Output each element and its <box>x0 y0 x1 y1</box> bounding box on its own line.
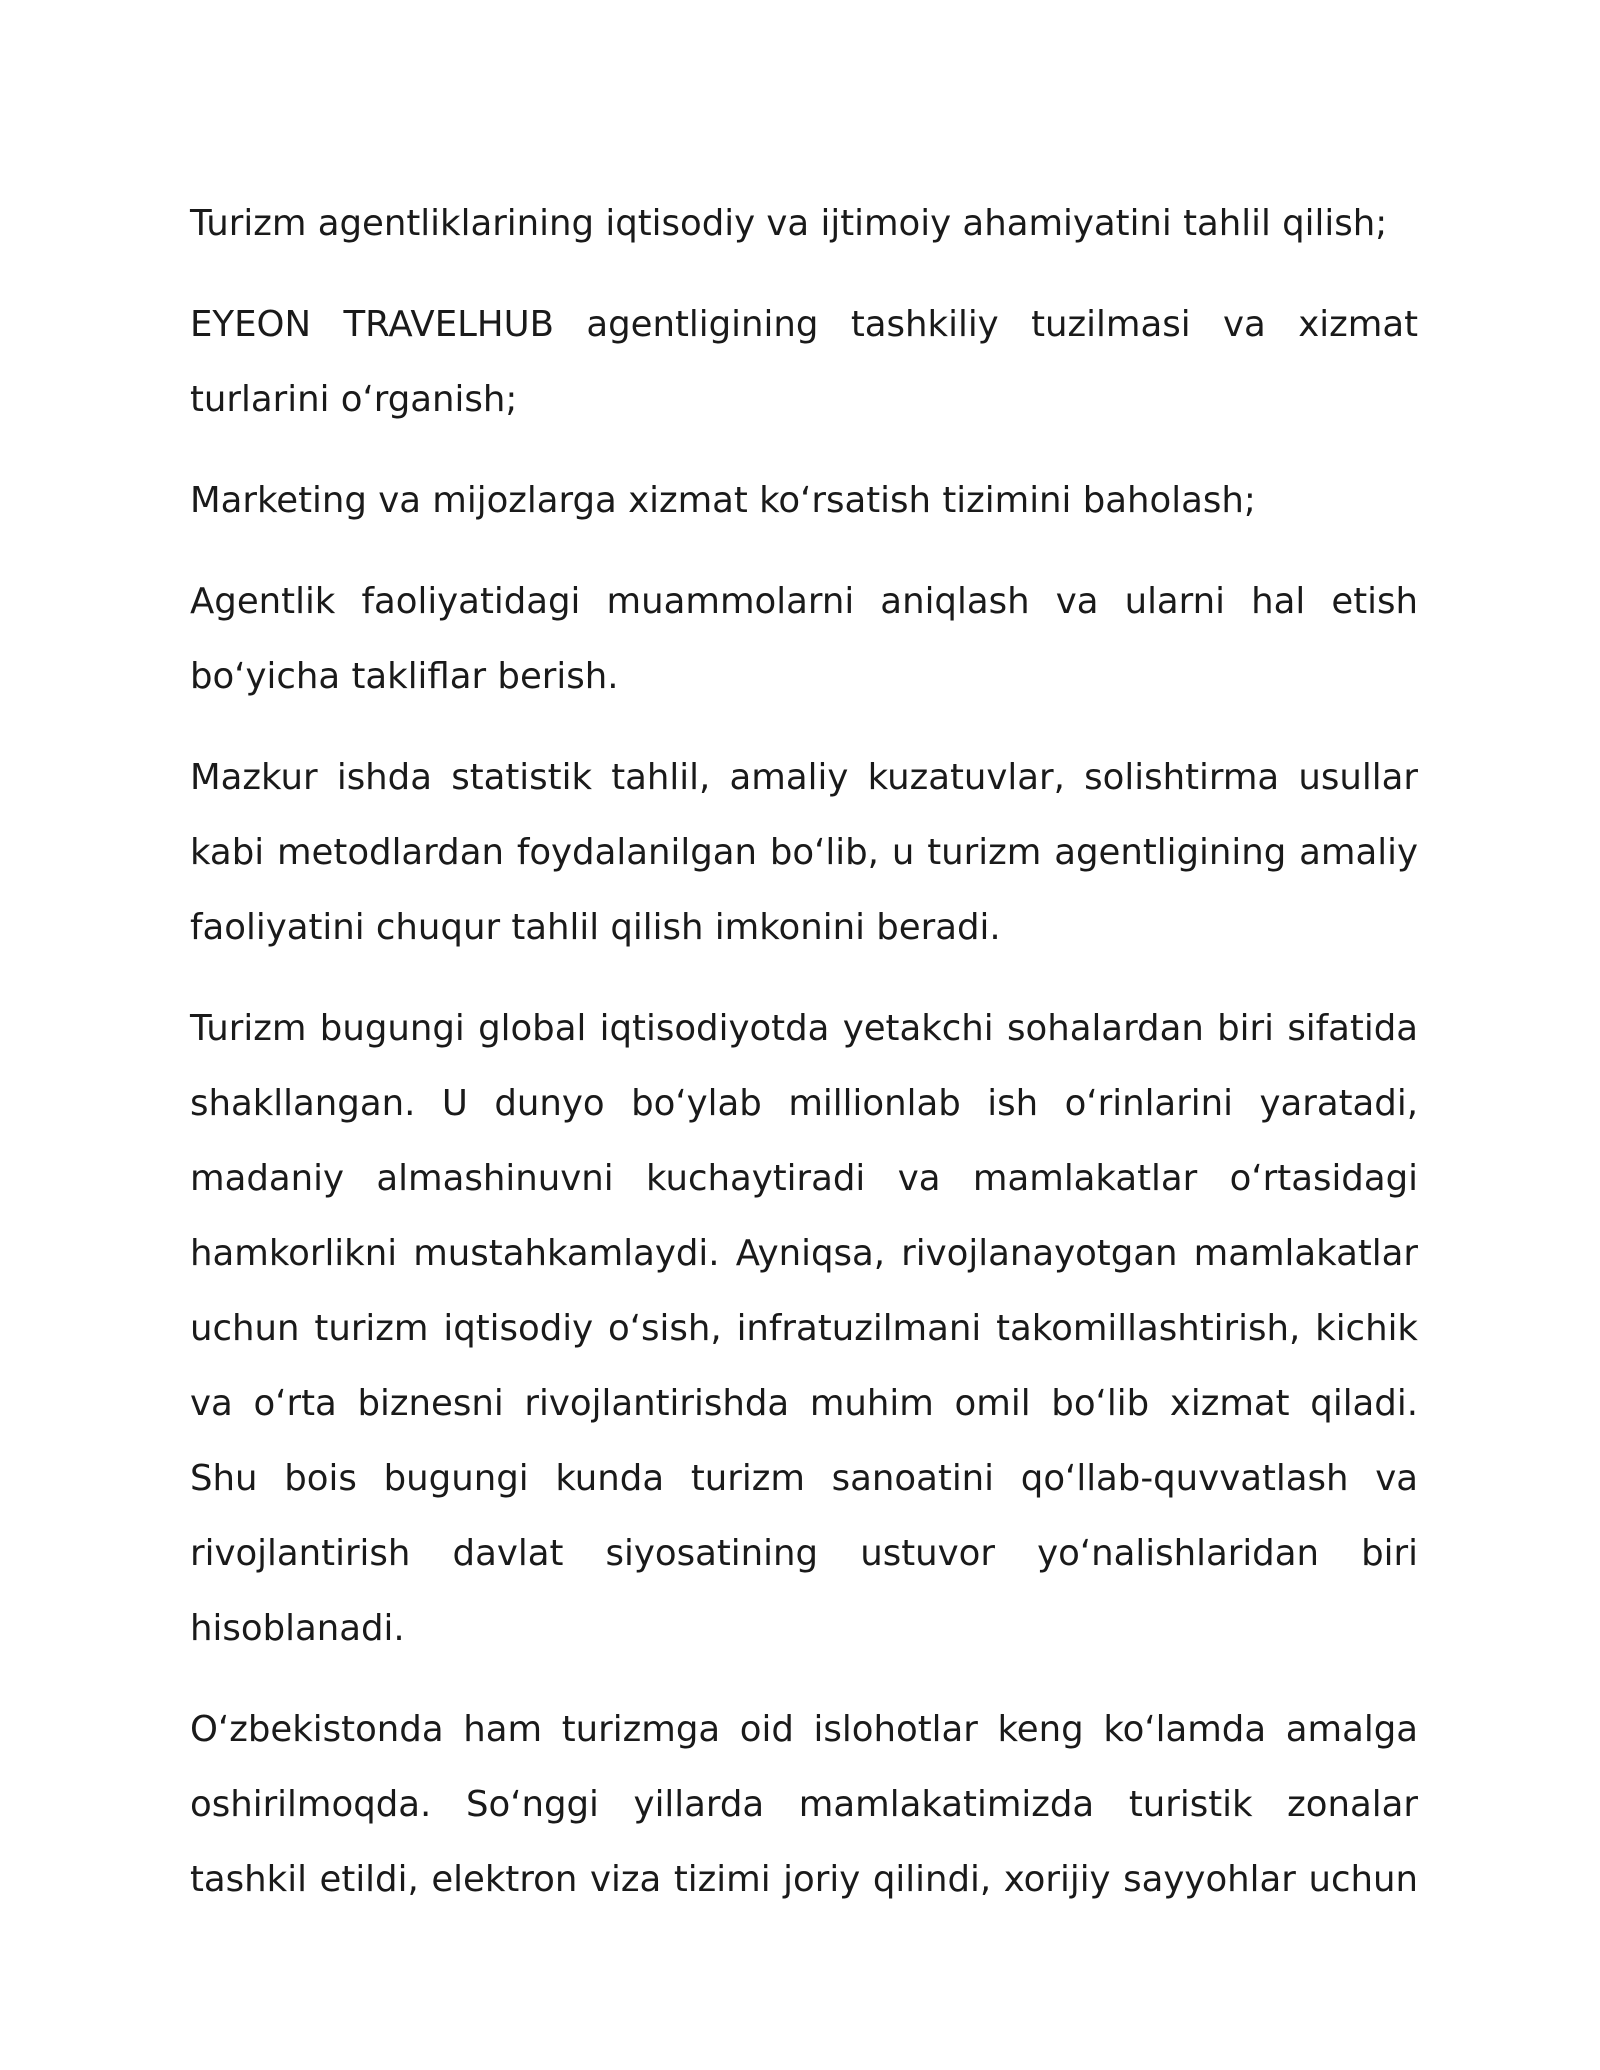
paragraph-uzbekistan-reforms: O‘zbekistonda ham turizmga oid islohotlar keng ko‘lamda amalga oshirilmoqda. So‘nggi yillarda mamlakatimizda turistik zonalar tashkil etildi, elektron viza tizimi joriy qilindi, xorijiy sayyohlar uchun <box>190 1709 1418 1900</box>
paragraph-objective-4: Agentlik faoliyatidagi muammolarni aniqlash va ularni hal etish bo‘yicha takliflar berish. <box>190 581 1418 697</box>
paragraph-objective-1: Turizm agentliklarining iqtisodiy va ijtimoiy ahamiyatini tahlil qilish; <box>190 203 1388 244</box>
paragraph-methods: Mazkur ishda statistik tahlil, amaliy kuzatuvlar, solishtirma usullar kabi metodlardan foydalanilgan bo‘lib, u turizm agentligining amaliy faoliyatini chuqur tahlil qilish imkonini beradi. <box>190 757 1418 948</box>
document-page <box>190 186 1418 1943</box>
paragraph-objective-2: EYEON TRAVELHUB agentligining tashkiliy tuzilmasi va xizmat turlarini o‘rganish; <box>190 304 1418 420</box>
paragraph-objective-3: Marketing va mijozlarga xizmat ko‘rsatish tizimini baholash; <box>190 480 1256 521</box>
paragraph-tourism-global: Turizm bugungi global iqtisodiyotda yetakchi sohalardan biri sifatida shakllangan. U dunyo bo‘ylab millionlab ish o‘rinlarini yaratadi, madaniy almashinuvni kuchaytiradi va mamlakatlar o‘rtasidagi hamkorlikni mustahkamlaydi. Ayniqsa, rivojlanayotgan mamlakatlar uchun turizm iqtisodiy o‘sish, infratuzilmani takomillashtirish, kichik va o‘rta biznesni rivojlantirishda muhim omil bo‘lib xizmat qiladi. Shu bois bugungi kunda turizm sanoatini qo‘llab-quvvatlash va rivojlantirish davlat siyosatining ustuvor yo‘nalishlaridan biri hisoblanadi. <box>190 1008 1418 1649</box>
